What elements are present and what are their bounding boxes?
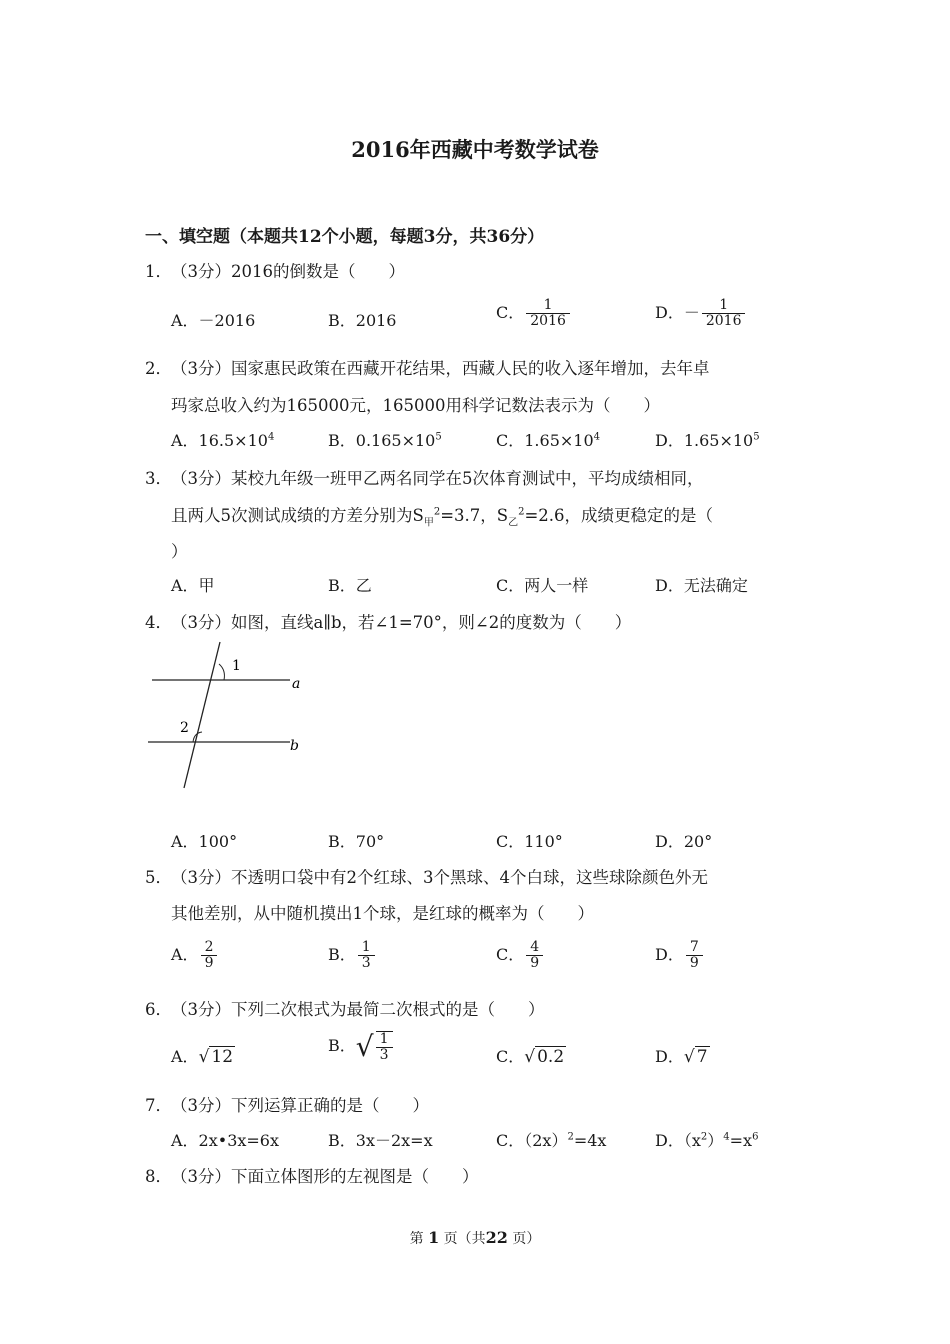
fraction — [376, 1031, 393, 1063]
sqrt-sign: √ — [683, 1047, 695, 1067]
exponent: 4 — [267, 431, 275, 443]
question-text: （3分）如图，直线a∥b，若∠1=70°，则∠2的度数为（ ） — [171, 613, 632, 632]
option-text: =x — [729, 1131, 753, 1150]
option-b: B．2016 — [328, 311, 397, 330]
option-label: C． — [496, 945, 525, 964]
question-text: （3分）下面立体图形的左视图是（ ） — [171, 1167, 479, 1186]
option-a: A．－2016 — [171, 311, 256, 330]
option-text: C．1.65×10 — [496, 431, 594, 450]
question-2 — [145, 355, 710, 379]
numerator: 1 — [379, 1030, 389, 1047]
question-text: （3分）某校九年级一班甲乙两名同学在5次体育测试中，平均成绩相同， — [171, 469, 704, 488]
numerator: 4 — [530, 939, 540, 955]
option-label: B． — [328, 945, 356, 964]
numerator: 1 — [543, 297, 553, 313]
denominator: 3 — [376, 1047, 393, 1063]
radicand: 12 — [211, 1047, 234, 1067]
question-3 — [145, 465, 704, 489]
sqrt-sign: √ — [524, 1047, 536, 1067]
option-c — [496, 940, 543, 971]
option-label: D．－ — [655, 303, 700, 322]
sqrt-sign: √ — [198, 1047, 210, 1067]
exponent: 5 — [435, 431, 442, 443]
option-d — [655, 428, 760, 451]
exponent: 6 — [752, 1131, 759, 1143]
option-text: ） — [707, 1131, 724, 1150]
question-number: 5． — [145, 868, 172, 887]
question-number: 7． — [145, 1096, 172, 1115]
footer-text: 页（共 — [443, 1231, 486, 1247]
question-number: 6． — [145, 1000, 172, 1019]
subscript: 甲 — [423, 517, 434, 529]
question-text-cont: 其他差别，从中随机摸出1个球，是红球的概率为（ ） — [171, 904, 594, 923]
question-number: 2． — [145, 359, 172, 378]
question-text: （3分）2016的倒数是（ ） — [171, 262, 405, 281]
option-text: D．（x — [655, 1131, 701, 1150]
option-text: B．0.165×10 — [328, 431, 436, 450]
exponent: 2 — [518, 506, 525, 518]
option-label: A． — [171, 1047, 199, 1066]
text: =2.6，成绩更稳定的是（ — [524, 506, 714, 525]
question-4 — [145, 609, 631, 633]
label-1: 1 — [232, 658, 241, 674]
question-text: （3分）国家惠民政策在西藏开花结果，西藏人民的收入逐年增加，去年卓 — [171, 359, 710, 378]
option-text: =4x — [573, 1131, 607, 1150]
sqrt — [684, 1047, 710, 1067]
fraction — [358, 940, 375, 971]
question-number: 3． — [145, 469, 172, 488]
radicand: 7 — [696, 1047, 708, 1067]
question-8 — [145, 1163, 479, 1187]
text: 且两人5次测试成绩的方差分别为S — [171, 506, 424, 525]
sqrt-sign: √ — [355, 1030, 374, 1063]
question-7 — [145, 1092, 429, 1116]
option-a — [171, 1044, 235, 1067]
option-d — [655, 940, 703, 971]
option-d — [655, 1044, 710, 1067]
option-c — [496, 428, 600, 451]
transversal — [184, 642, 220, 788]
fraction — [526, 940, 543, 971]
option-a — [171, 428, 274, 451]
question-text-cont: 玛家总收入约为165000元，165000用科学记数法表示为（ ） — [171, 396, 660, 415]
fraction — [526, 298, 570, 329]
question-6 — [145, 996, 545, 1020]
angle-1-arc — [219, 664, 224, 680]
option-label: C． — [496, 1047, 525, 1066]
page-number: 1 — [428, 1228, 440, 1247]
option-b: B．3x－2x=x — [328, 1131, 433, 1150]
option-b — [328, 428, 442, 451]
option-text: D．1.65×10 — [655, 431, 754, 450]
option-label: A． — [171, 945, 199, 964]
page-title: 2016年西藏中考数学试卷 — [351, 137, 599, 162]
sqrt — [199, 1047, 235, 1067]
option-text: A．16.5×10 — [171, 431, 268, 450]
option-d — [655, 298, 745, 329]
subscript: 乙 — [508, 517, 519, 529]
angle-2-arc — [193, 732, 202, 742]
question-text: （3分）下列运算正确的是（ ） — [171, 1096, 429, 1115]
exponent: 4 — [723, 1131, 730, 1143]
option-c — [496, 298, 570, 329]
label-2: 2 — [180, 720, 189, 736]
numerator: 2 — [204, 939, 214, 955]
section-heading: 一、填空题（本题共12个小题，每题3分，共36分） — [145, 227, 545, 247]
option-d: D．20° — [655, 832, 713, 851]
question-text-cont: ） — [171, 542, 188, 561]
option-d — [655, 1128, 758, 1151]
option-c: C．110° — [496, 832, 563, 851]
option-label: C． — [496, 303, 525, 322]
numerator: 7 — [689, 939, 699, 955]
text: =3.7，S — [440, 506, 509, 525]
label-a: a — [292, 676, 301, 692]
denominator: 2016 — [526, 313, 570, 329]
option-c — [496, 1128, 606, 1151]
option-b — [328, 940, 375, 971]
option-c: C．两人一样 — [496, 576, 589, 595]
question-number: 1． — [145, 262, 172, 281]
question-text: （3分）下列二次根式为最简二次根式的是（ ） — [171, 1000, 545, 1019]
option-text: C．（2x） — [496, 1131, 568, 1150]
option-d: D．无法确定 — [655, 576, 748, 595]
option-c — [496, 1044, 566, 1067]
denominator: 9 — [686, 955, 703, 971]
parallel-lines-figure — [140, 636, 320, 796]
footer-text: 第 — [409, 1231, 424, 1247]
option-label: B． — [328, 1036, 356, 1055]
radicand: 0.2 — [537, 1047, 565, 1067]
numerator: 1 — [719, 297, 729, 313]
option-b: B．70° — [328, 832, 385, 851]
question-text-cont — [171, 502, 713, 528]
option-b — [328, 1030, 393, 1063]
option-label: D． — [655, 945, 684, 964]
question-1 — [145, 258, 405, 282]
fraction — [201, 940, 218, 971]
label-b: b — [290, 738, 299, 754]
fraction — [702, 298, 746, 329]
option-b: B．乙 — [328, 576, 372, 595]
question-5 — [145, 864, 708, 888]
exponent: 2 — [567, 1131, 574, 1143]
page-footer — [0, 1228, 950, 1248]
footer-text: 页） — [512, 1231, 541, 1247]
sqrt — [524, 1047, 566, 1067]
denominator: 2016 — [702, 313, 746, 329]
numerator: 1 — [361, 939, 371, 955]
option-a: A．甲 — [171, 576, 215, 595]
question-number: 4． — [145, 613, 172, 632]
denominator: 3 — [358, 955, 375, 971]
page-total: 22 — [485, 1228, 508, 1247]
exponent: 5 — [753, 431, 760, 443]
option-a: A．2x•3x=6x — [171, 1131, 280, 1150]
exponent: 2 — [700, 1131, 708, 1143]
option-a — [171, 940, 217, 971]
exponent: 2 — [433, 506, 441, 518]
fraction — [686, 940, 703, 971]
denominator: 9 — [526, 955, 543, 971]
exponent: 4 — [593, 431, 601, 443]
question-text: （3分）不透明口袋中有2个红球、3个黑球、4个白球，这些球除颜色外无 — [171, 868, 708, 887]
option-label: D． — [655, 1047, 684, 1066]
option-a: A．100° — [171, 832, 238, 851]
question-number: 8． — [145, 1167, 172, 1186]
denominator: 9 — [201, 955, 218, 971]
